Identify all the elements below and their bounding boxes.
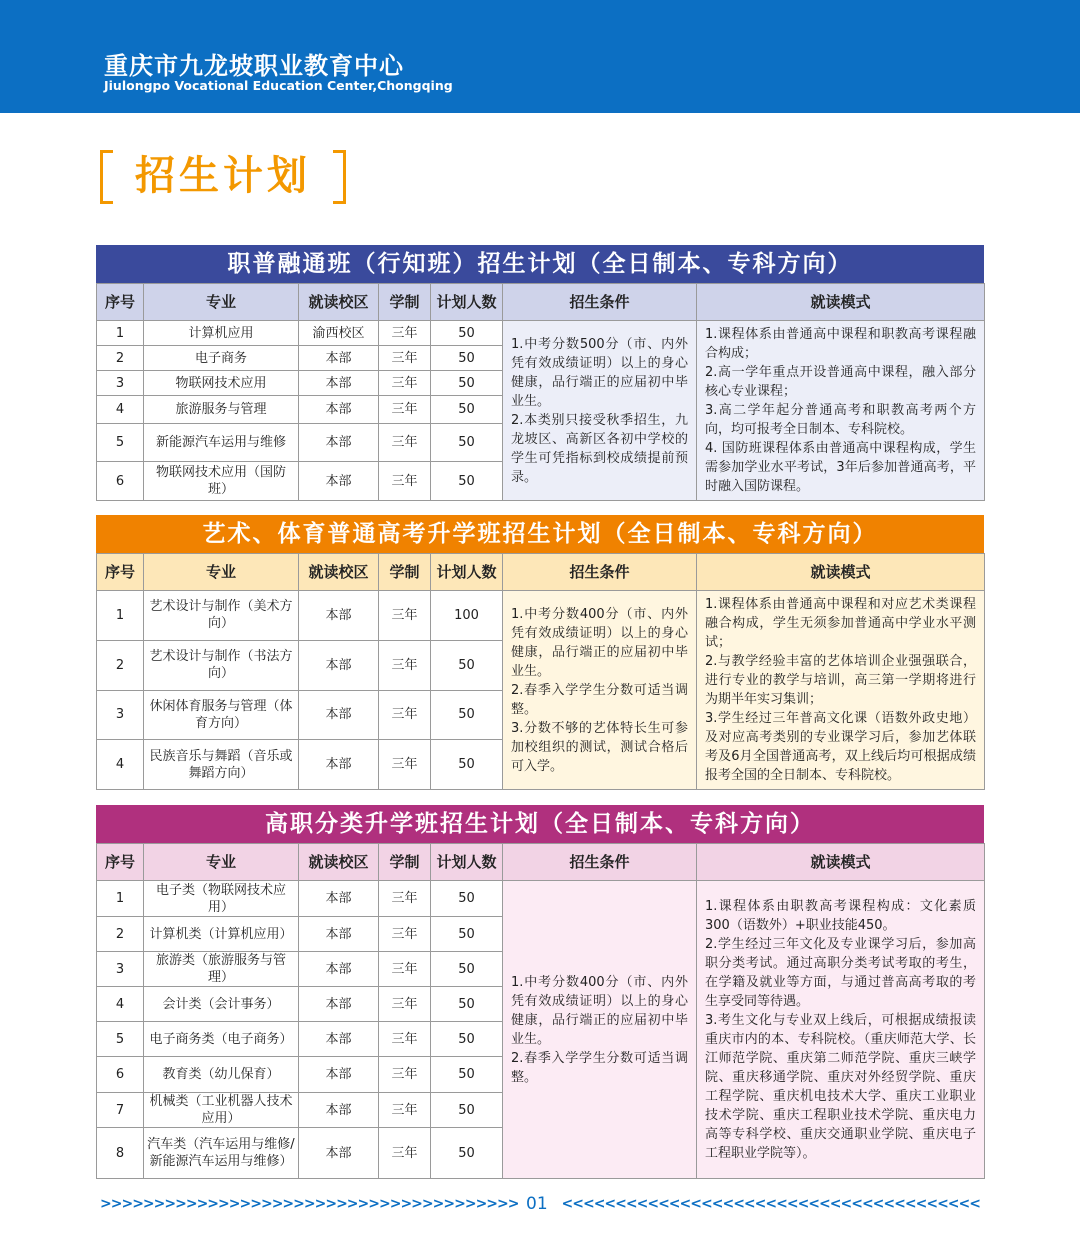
section-1 [96, 245, 984, 501]
cell-count: 50 [431, 1128, 503, 1179]
cell-no: 4 [97, 396, 144, 423]
section-3 [96, 805, 984, 1179]
cell-count: 100 [431, 591, 503, 641]
cell-years: 三年 [379, 987, 431, 1022]
cell-years: 三年 [379, 396, 431, 423]
cell-years: 三年 [379, 690, 431, 740]
school-name-cn: 重庆市九龙坡职业教育中心 [104, 52, 404, 80]
cell-years: 三年 [379, 321, 431, 346]
col-count: 计划人数 [431, 844, 503, 881]
cell-count: 50 [431, 740, 503, 790]
cell-major: 汽车类（汽车运用与维修/新能源汽车运用与维修） [144, 1128, 299, 1179]
mode-line: 2.学生经过三年文化及专业课学习后，参加高职分类考试。通过高职分类考试考取的考生，在学籍及就业等方面，与通过普高高考取的考生享受同等待遇。 [705, 936, 976, 1009]
cell-campus: 本部 [299, 1128, 379, 1179]
cell-years: 三年 [379, 881, 431, 917]
condition-line: 2.本类别只接受秋季招生，九龙坡区、高新区各初中学校的学生可凭指标到校成绩提前预录。 [511, 412, 688, 485]
mode-line: 2.高一学年重点开设普通高中课程，融入部分核心专业课程； [705, 365, 976, 399]
condition-line: 2.春季入学学生分数可适当调整。 [511, 1050, 688, 1085]
cell-major: 物联网技术应用 [144, 371, 299, 396]
cell-years: 三年 [379, 952, 431, 987]
mode-line: 1.课程体系由普通高中课程和对应艺术类课程融合构成，学生无须参加普通高中学业水平测试； [705, 597, 976, 650]
cell-major: 教育类（幼儿保育） [144, 1057, 299, 1093]
cell-count: 50 [431, 1022, 503, 1057]
mode-line: 4. 国防班课程体系由普通高中课程构成，学生需参加学业水平考试，3年后参加普通高考，平时融入国防课程。 [705, 441, 976, 494]
conditions-cell [503, 321, 697, 501]
cell-major: 计算机类（计算机应用） [144, 917, 299, 952]
cell-no: 2 [97, 346, 144, 371]
footer-arrows-left: <<<<<<<<<<<<<<<<<<<<<<<<<<<<<<<<<<<<<<< [561, 1196, 980, 1212]
cell-major: 电子商务 [144, 346, 299, 371]
cell-no: 4 [97, 987, 144, 1022]
page-number: 01 [526, 1194, 548, 1214]
section-title: 艺术、体育普通高考升学班招生计划（全日制本、专科方向） [96, 515, 984, 553]
cell-years: 三年 [379, 917, 431, 952]
cell-count: 50 [431, 952, 503, 987]
cell-campus: 本部 [299, 952, 379, 987]
cell-count: 50 [431, 1057, 503, 1093]
col-count: 计划人数 [431, 554, 503, 591]
col-years: 学制 [379, 284, 431, 321]
col-major: 专业 [144, 284, 299, 321]
cell-years: 三年 [379, 1057, 431, 1093]
footer [100, 1196, 980, 1216]
conditions-cell [503, 591, 697, 790]
school-name-en: Jiulongpo Vocational Education Center,Chongqing [104, 78, 453, 93]
cell-years: 三年 [379, 462, 431, 501]
mode-line: 3.考生文化与专业双上线后，可根据成绩报读重庆市内的本、专科院校。（重庆师范大学、长江师范学院、重庆第二师范学院、重庆三峡学院、重庆移通学院、重庆对外经贸学院、重庆工程学院、重庆机电技术大学、重庆工业职业技术学院、重庆工程职业技术学院、重庆电力高等专科学校、重庆交通职业学院、重庆电子工程职业学院等）。 [705, 1012, 976, 1161]
cell-years: 三年 [379, 740, 431, 790]
cell-count: 50 [431, 462, 503, 501]
cell-years: 三年 [379, 423, 431, 462]
col-campus: 就读校区 [299, 554, 379, 591]
plan-table [96, 553, 985, 790]
cell-major: 民族音乐与舞蹈（音乐或舞蹈方向） [144, 740, 299, 790]
cell-major: 电子类（物联网技术应用） [144, 881, 299, 917]
cell-campus: 本部 [299, 346, 379, 371]
cell-campus: 渝西校区 [299, 321, 379, 346]
cell-years: 三年 [379, 1093, 431, 1128]
cell-major: 会计类（会计事务） [144, 987, 299, 1022]
col-no: 序号 [97, 844, 144, 881]
col-major: 专业 [144, 844, 299, 881]
cell-count: 50 [431, 396, 503, 423]
col-conditions: 招生条件 [503, 554, 697, 591]
cell-count: 50 [431, 987, 503, 1022]
cell-count: 50 [431, 690, 503, 740]
cell-campus: 本部 [299, 423, 379, 462]
cell-campus: 本部 [299, 591, 379, 641]
table-row [97, 591, 985, 641]
mode-line: 3.学生经过三年普高文化课（语数外政史地）及对应高考类别的专业课学习后，参加艺体联考及6月全国普通高考，双上线后均可根据成绩报考全国的全日制本、专科院校。 [705, 711, 976, 783]
col-conditions: 招生条件 [503, 284, 697, 321]
cell-no: 1 [97, 321, 144, 346]
mode-line: 1.课程体系由普通高中课程和职教高考课程融合构成； [705, 327, 976, 361]
cell-campus: 本部 [299, 881, 379, 917]
section-title: 职普融通班（行知班）招生计划（全日制本、专科方向） [96, 245, 984, 283]
table-row [97, 881, 985, 917]
plan-table [96, 843, 985, 1179]
col-campus: 就读校区 [299, 844, 379, 881]
cell-campus: 本部 [299, 740, 379, 790]
cell-years: 三年 [379, 591, 431, 641]
mode-line: 2.与教学经验丰富的艺体培训企业强强联合，进行专业的教学与培训，高三第一学期将进行为期半年实习集训； [705, 654, 976, 707]
condition-line: 1.中考分数400分（市、内外凭有效成绩证明）以上的身心健康，品行端正的应届初中毕业生。 [511, 974, 688, 1047]
cell-no: 3 [97, 371, 144, 396]
mode-line: 3.高二学年起分普通高考和职教高考两个方向，均可报考全日制本、专科院校。 [705, 403, 976, 437]
cell-campus: 本部 [299, 396, 379, 423]
cell-count: 50 [431, 371, 503, 396]
cell-major: 新能源汽车运用与维修 [144, 423, 299, 462]
col-years: 学制 [379, 554, 431, 591]
cell-campus: 本部 [299, 690, 379, 740]
cell-no: 7 [97, 1093, 144, 1128]
cell-campus: 本部 [299, 987, 379, 1022]
footer-arrows-right: >>>>>>>>>>>>>>>>>>>>>>>>>>>>>>>>>>>>>>> [100, 1196, 519, 1212]
cell-no: 1 [97, 591, 144, 641]
section-title: 高职分类升学班招生计划（全日制本、专科方向） [96, 805, 984, 843]
condition-line: 1.中考分数400分（市、内外凭有效成绩证明）以上的身心健康，品行端正的应届初中毕业生。 [511, 606, 688, 679]
cell-campus: 本部 [299, 371, 379, 396]
condition-line: 1.中考分数500分（市、内外凭有效成绩证明）以上的身心健康，品行端正的应届初中毕业生。 [511, 336, 688, 409]
cell-major: 休闲体育服务与管理（体育方向） [144, 690, 299, 740]
page-title-box [100, 150, 346, 202]
cell-no: 4 [97, 740, 144, 790]
page-title: 招生计划 [135, 153, 311, 199]
table-header-row [97, 554, 985, 591]
cell-major: 旅游服务与管理 [144, 396, 299, 423]
cell-no: 6 [97, 462, 144, 501]
mode-cell [697, 881, 985, 1179]
section-2 [96, 515, 984, 790]
cell-campus: 本部 [299, 462, 379, 501]
cell-no: 8 [97, 1128, 144, 1179]
col-no: 序号 [97, 284, 144, 321]
col-no: 序号 [97, 554, 144, 591]
cell-years: 三年 [379, 1128, 431, 1179]
table-header-row [97, 844, 985, 881]
cell-no: 3 [97, 952, 144, 987]
cell-major: 艺术设计与制作（书法方向） [144, 640, 299, 690]
col-mode: 就读模式 [697, 554, 985, 591]
cell-no: 6 [97, 1057, 144, 1093]
cell-major: 艺术设计与制作（美术方向） [144, 591, 299, 641]
cell-major: 物联网技术应用（国防班） [144, 462, 299, 501]
table-header-row [97, 284, 985, 321]
cell-campus: 本部 [299, 917, 379, 952]
col-years: 学制 [379, 844, 431, 881]
cell-years: 三年 [379, 640, 431, 690]
cell-count: 50 [431, 917, 503, 952]
cell-no: 3 [97, 690, 144, 740]
cell-count: 50 [431, 321, 503, 346]
mode-cell [697, 591, 985, 790]
cell-campus: 本部 [299, 640, 379, 690]
col-major: 专业 [144, 554, 299, 591]
cell-campus: 本部 [299, 1022, 379, 1057]
cell-major: 电子商务类（电子商务） [144, 1022, 299, 1057]
cell-count: 50 [431, 881, 503, 917]
condition-line: 2.春季入学学生分数可适当调整。 [511, 682, 688, 717]
mode-line: 1.课程体系由职教高考课程构成：文化素质300（语数外）+职业技能450。 [705, 898, 976, 933]
cell-campus: 本部 [299, 1093, 379, 1128]
col-mode: 就读模式 [697, 844, 985, 881]
cell-no: 5 [97, 1022, 144, 1057]
condition-line: 3.分数不够的艺体特长生可参加校组织的测试，测试合格后可入学。 [511, 720, 688, 774]
cell-count: 50 [431, 346, 503, 371]
col-mode: 就读模式 [697, 284, 985, 321]
cell-no: 5 [97, 423, 144, 462]
cell-years: 三年 [379, 1022, 431, 1057]
cell-campus: 本部 [299, 1057, 379, 1093]
conditions-cell [503, 881, 697, 1179]
cell-years: 三年 [379, 346, 431, 371]
cell-major: 旅游类（旅游服务与管理） [144, 952, 299, 987]
table-row [97, 321, 985, 346]
plan-table [96, 283, 985, 501]
cell-count: 50 [431, 423, 503, 462]
cell-major: 机械类（工业机器人技术应用） [144, 1093, 299, 1128]
cell-years: 三年 [379, 371, 431, 396]
cell-major: 计算机应用 [144, 321, 299, 346]
col-conditions: 招生条件 [503, 844, 697, 881]
col-count: 计划人数 [431, 284, 503, 321]
cell-count: 50 [431, 640, 503, 690]
cell-no: 2 [97, 640, 144, 690]
cell-no: 1 [97, 881, 144, 917]
header-banner [0, 0, 1080, 113]
col-campus: 就读校区 [299, 284, 379, 321]
mode-cell [697, 321, 985, 501]
cell-count: 50 [431, 1093, 503, 1128]
cell-no: 2 [97, 917, 144, 952]
